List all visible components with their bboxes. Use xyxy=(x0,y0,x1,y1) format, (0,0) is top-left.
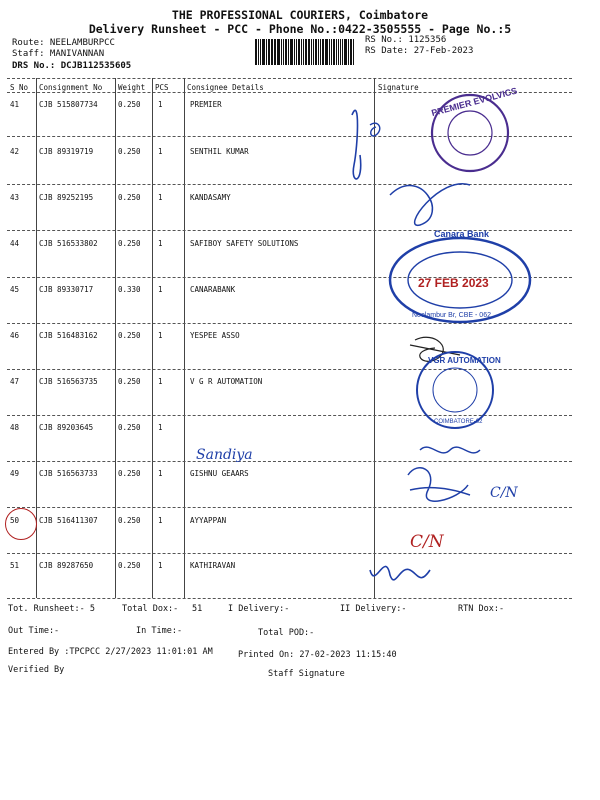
handwritten-cn-2: C/N xyxy=(410,532,444,552)
col-header-pcs: PCS xyxy=(155,83,169,92)
col-header-consignee: Consignee Details xyxy=(187,83,264,92)
row-pcs: 1 xyxy=(158,423,163,432)
footer-total-dox-value: 51 xyxy=(192,604,203,614)
red-pen-circle xyxy=(5,508,37,540)
row-weight: 0.250 xyxy=(118,561,141,570)
runsheet-subtitle: Delivery Runsheet - PCC - Phone No.:0422-3505555 - Page No.:5 xyxy=(88,22,512,36)
rs-date-label: RS Date: 27-Feb-2023 xyxy=(365,46,474,56)
row-weight: 0.250 xyxy=(118,377,141,386)
signatures-overlay xyxy=(330,85,600,625)
drs-label: DRS No.: DCJB112535605 xyxy=(12,61,132,71)
handwritten-sandiya: Sandiya xyxy=(196,447,253,463)
staff-label: Staff: MANIVANNAN xyxy=(12,49,105,59)
row-sno: 49 xyxy=(10,469,20,478)
row-pcs: 1 xyxy=(158,285,163,294)
footer-out-time: Out Time:- xyxy=(8,626,60,636)
row-weight: 0.250 xyxy=(118,331,141,340)
col-header-sno: S No xyxy=(10,83,29,92)
vgr-stamp-city: COIMBATORE-62 xyxy=(434,419,483,425)
row-weight: 0.250 xyxy=(118,516,141,525)
handwritten-cn-1: C/N xyxy=(490,485,518,501)
row-consignee: CANARABANK xyxy=(190,285,236,294)
row-pcs: 1 xyxy=(158,147,163,156)
row-consignment: CJB 89252195 xyxy=(39,193,94,202)
row-pcs: 1 xyxy=(158,100,163,109)
footer-total-dox: Total Dox:- xyxy=(122,604,179,614)
col-header-signature: Signature xyxy=(378,83,419,92)
table-top-rule xyxy=(7,78,572,79)
row-pcs: 1 xyxy=(158,516,163,525)
col-header-consignment: Consignment No xyxy=(39,83,103,92)
row-sno: 46 xyxy=(10,331,20,340)
footer-entered-by: Entered By :TPCPCC 2/27/2023 11:01:01 AM xyxy=(8,647,213,657)
row-consignee: PREMIER xyxy=(190,100,222,109)
signature-kandasamy xyxy=(390,184,470,226)
row-pcs: 1 xyxy=(158,331,163,340)
evolvics-stamp-text: PREMIER EVOLVICS xyxy=(430,85,519,119)
signature-row49 xyxy=(408,468,470,501)
row-pcs: 1 xyxy=(158,561,163,570)
footer-in-time: In Time:- xyxy=(136,626,183,636)
row-consignee: KANDASAMY xyxy=(190,193,231,202)
col-header-weight: Weight xyxy=(118,83,146,92)
row-weight: 0.250 xyxy=(118,239,141,248)
row-consignee: SAFIBOY SAFETY SOLUTIONS xyxy=(190,239,299,248)
col-divider xyxy=(115,78,116,598)
footer-i-delivery: I Delivery:- xyxy=(228,604,290,614)
canara-stamp xyxy=(390,229,530,322)
signature-premier xyxy=(352,110,361,179)
canara-stamp-text: Canara Bank xyxy=(434,229,490,239)
footer-verified-by: Verified By xyxy=(8,665,65,675)
row-pcs: 1 xyxy=(158,239,163,248)
canara-stamp-date: 27 FEB 2023 xyxy=(418,276,489,290)
footer-staff-signature: Staff Signature xyxy=(268,669,345,679)
row-weight: 0.330 xyxy=(118,285,141,294)
row-consignee: SENTHIL KUMAR xyxy=(190,147,249,156)
row-sno: 50 xyxy=(10,516,20,525)
row-consignment: CJB 516533802 xyxy=(39,239,98,248)
row-consignee: AYYAPPAN xyxy=(190,516,227,525)
vgr-stamp-text: VGR AUTOMATION xyxy=(428,356,501,365)
row-pcs: 1 xyxy=(158,377,163,386)
route-label: Route: NEELAMBURPCC xyxy=(12,38,115,48)
row-weight: 0.250 xyxy=(118,147,141,156)
row-consignment: CJB 89330717 xyxy=(39,285,94,294)
row-consignment: CJB 516483162 xyxy=(39,331,98,340)
row-sno: 47 xyxy=(10,377,20,386)
row-weight: 0.250 xyxy=(118,469,141,478)
row-consignment: CJB 516411307 xyxy=(39,516,98,525)
row-consignee: V G R AUTOMATION xyxy=(190,377,263,386)
row-consignment: CJB 89203645 xyxy=(39,423,94,432)
col-divider xyxy=(152,78,153,598)
evolvics-stamp xyxy=(430,86,518,171)
footer-tot-runsheet: Tot. Runsheet:- 5 xyxy=(8,604,95,614)
row-sno: 41 xyxy=(10,100,20,109)
col-divider xyxy=(184,78,185,598)
row-sno: 43 xyxy=(10,193,20,202)
row-consignee: GISHNU GEAARS xyxy=(190,469,249,478)
footer-rtn-dox: RTN Dox:- xyxy=(458,604,505,614)
row-consignment: CJB 89319719 xyxy=(39,147,94,156)
row-pcs: 1 xyxy=(158,469,163,478)
signature-premier-mark xyxy=(370,123,380,136)
row-sno: 42 xyxy=(10,147,20,156)
row-consignee: YESPEE ASSO xyxy=(190,331,240,340)
row-consignment: CJB 516563733 xyxy=(39,469,98,478)
row-consignment: CJB 516563735 xyxy=(39,377,98,386)
row-consignment: CJB 515807734 xyxy=(39,100,98,109)
barcode xyxy=(255,39,355,65)
rs-no-label: RS No.: 1125356 xyxy=(365,35,447,45)
signature-kathiravan xyxy=(370,566,430,579)
row-sno: 44 xyxy=(10,239,20,248)
row-sno: 51 xyxy=(10,561,20,570)
footer-total-pod: Total POD:- xyxy=(258,628,315,638)
row-consignee: KATHIRAVAN xyxy=(190,561,236,570)
row-weight: 0.250 xyxy=(118,423,141,432)
footer-printed-on: Printed On: 27-02-2023 11:15:40 xyxy=(238,650,397,660)
signature-row48 xyxy=(420,447,480,453)
row-sno: 48 xyxy=(10,423,20,432)
row-pcs: 1 xyxy=(158,193,163,202)
footer-ii-delivery: II Delivery:- xyxy=(340,604,407,614)
row-sno: 45 xyxy=(10,285,20,294)
company-title: THE PROFESSIONAL COURIERS, Coimbatore xyxy=(171,8,429,22)
canara-stamp-branch: Neelambur Br, CBE - 062 xyxy=(412,312,491,319)
row-weight: 0.250 xyxy=(118,100,141,109)
row-consignment: CJB 89287650 xyxy=(39,561,94,570)
vgr-stamp xyxy=(417,352,501,428)
row-weight: 0.250 xyxy=(118,193,141,202)
